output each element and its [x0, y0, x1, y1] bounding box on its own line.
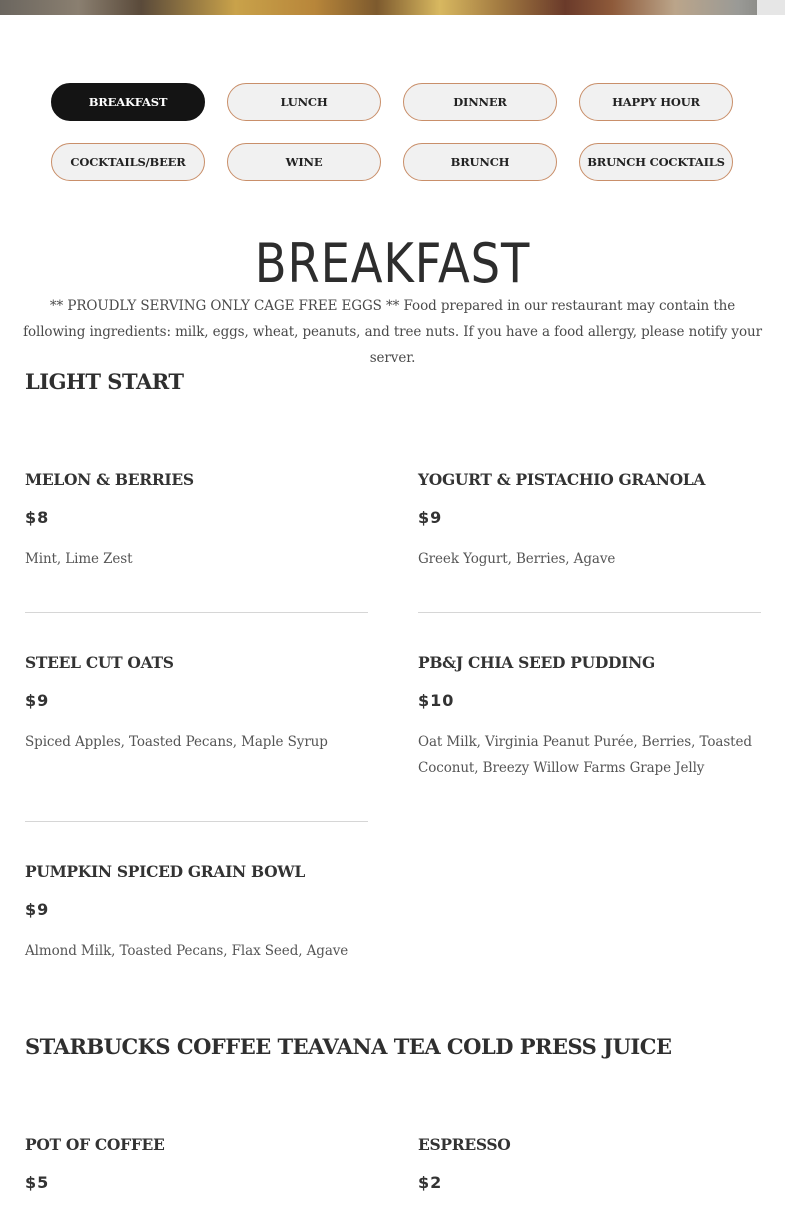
- item-price: $2: [418, 1173, 443, 1192]
- item-name: PUMPKIN SPICED GRAIN BOWL: [25, 862, 306, 881]
- section-title-coffee-tea-juice: STARBUCKS COFFEE TEAVANA TEA COLD PRESS JUICE: [25, 1034, 672, 1059]
- allergen-notice: ** PROUDLY SERVING ONLY CAGE FREE EGGS ** Food prepared in our restaurant may contain the following ingredients: milk, eggs, wheat, peanuts, and tree nuts. If you have a food allergy, please notify your server.: [23, 298, 762, 366]
- item-name: MELON & BERRIES: [25, 470, 194, 489]
- item-price: $9: [418, 508, 443, 527]
- menu-item: [418, 1135, 761, 1193]
- item-name: ESPRESSO: [418, 1135, 511, 1154]
- menu-item: [418, 470, 761, 572]
- item-description: Almond Milk, Toasted Pecans, Flax Seed, Agave: [25, 943, 349, 959]
- item-name: POT OF COFFEE: [25, 1135, 165, 1154]
- item-price: $8: [25, 508, 50, 527]
- item-divider: [25, 821, 368, 822]
- item-price: $9: [25, 900, 50, 919]
- item-name: STEEL CUT OATS: [25, 653, 174, 672]
- item-price: $9: [25, 691, 50, 710]
- menu-item: [25, 470, 368, 572]
- tab-wine[interactable]: WINE: [227, 143, 381, 181]
- item-divider: [25, 612, 368, 613]
- item-divider: [418, 612, 761, 613]
- item-price: $10: [418, 691, 455, 710]
- tab-breakfast[interactable]: BREAKFAST: [51, 83, 205, 121]
- menu-item: [25, 1135, 368, 1193]
- item-description: Oat Milk, Virginia Peanut Purée, Berries, Toasted Coconut, Breezy Willow Farms Grape Jelly: [418, 734, 752, 776]
- item-description: Greek Yogurt, Berries, Agave: [418, 551, 616, 567]
- item-price: $5: [25, 1173, 50, 1192]
- tab-brunch[interactable]: BRUNCH: [403, 143, 557, 181]
- hero-food-image: [0, 0, 785, 15]
- hero-plate-edge: [757, 0, 785, 15]
- tab-dinner[interactable]: DINNER: [403, 83, 557, 121]
- tab-happy-hour[interactable]: HAPPY HOUR: [579, 83, 733, 121]
- page-title: BREAKFAST: [254, 232, 531, 295]
- item-description: Mint, Lime Zest: [25, 551, 133, 567]
- menu-item: [418, 653, 761, 781]
- item-name: PB&J CHIA SEED PUDDING: [418, 653, 655, 672]
- menu-item: [25, 653, 368, 755]
- item-description: Spiced Apples, Toasted Pecans, Maple Syrup: [25, 734, 328, 750]
- item-name: YOGURT & PISTACHIO GRANOLA: [418, 470, 706, 489]
- tab-lunch[interactable]: LUNCH: [227, 83, 381, 121]
- tab-cocktails-beer[interactable]: COCKTAILS/BEER: [51, 143, 205, 181]
- section-title-light-start: LIGHT START: [25, 369, 184, 394]
- menu-item: [25, 862, 368, 964]
- tab-brunch-cocktails[interactable]: BRUNCH COCKTAILS: [579, 143, 733, 181]
